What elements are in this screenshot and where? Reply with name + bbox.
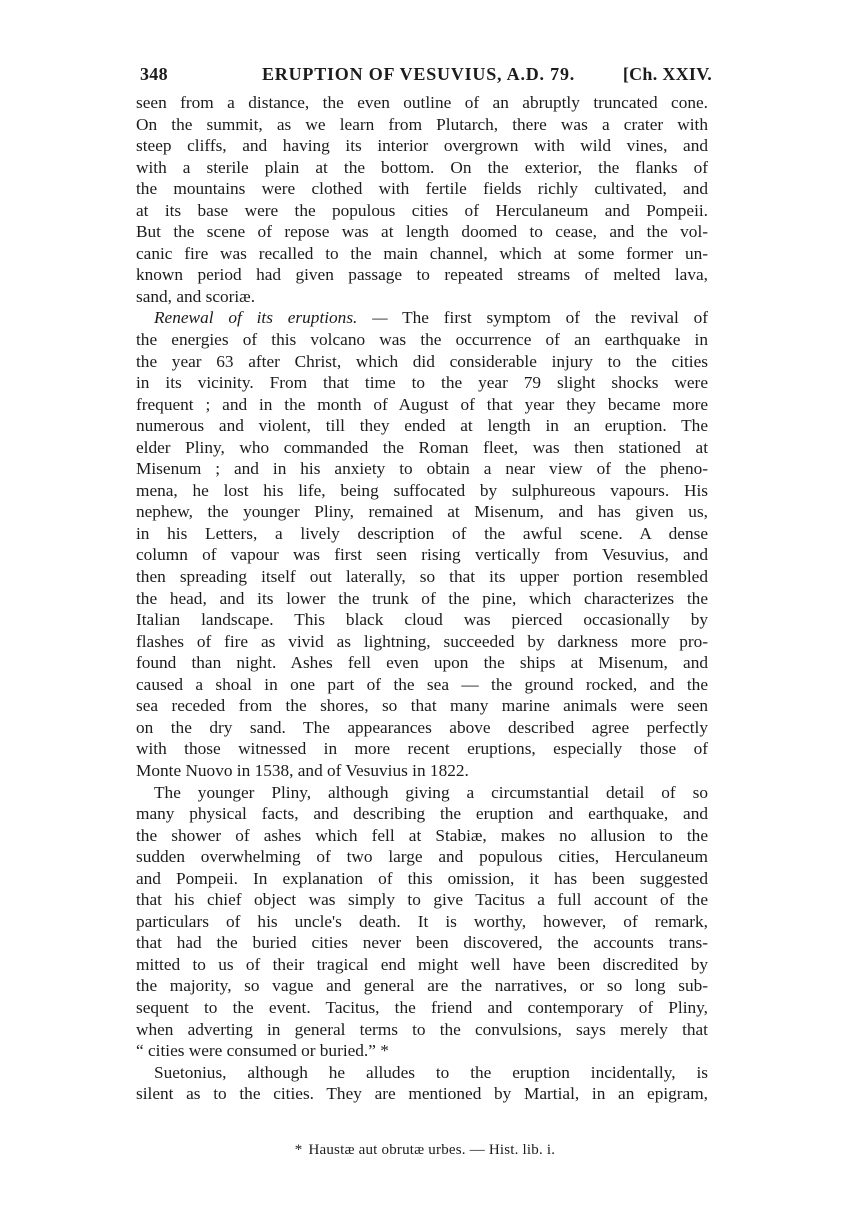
- text-line: Misenum ; and in his anxiety to obtain a near view of the pheno-: [136, 459, 708, 479]
- text-line: the energies of this volcano was the occurrence of an earthquake in: [136, 330, 708, 350]
- text-line: on the dry sand. The appearances above described agree perfectly: [136, 717, 708, 737]
- text-line: canic fire was recalled to the main channel, which at some former un-: [136, 243, 708, 263]
- text-line: sea receded from the shores, so that many marine animals were seen: [136, 696, 708, 716]
- text-line: when adverting in general terms to the convulsions, says merely that: [136, 1019, 708, 1039]
- text-line: in his Letters, a lively description of the awful scene. A dense: [136, 523, 708, 543]
- paragraph: [136, 92, 708, 307]
- text-line: “ cities were consumed or buried.” *: [136, 1041, 389, 1061]
- chapter-reference: [Ch. XXIV.: [622, 64, 712, 84]
- text-line: frequent ; and in the month of August of that year they became more: [136, 394, 708, 414]
- running-head: [140, 64, 712, 90]
- body-text: [136, 92, 708, 1105]
- text-line: that his chief object was simply to give Tacitus a full account of the: [136, 890, 708, 910]
- text-line: with a sterile plain at the bottom. On the exterior, the flanks of: [136, 157, 708, 177]
- text-line: nephew, the younger Pliny, remained at Misenum, and has given us,: [136, 502, 708, 522]
- text-line: the mountains were clothed with fertile fields richly cultivated, and: [136, 179, 708, 199]
- text-line: The younger Pliny, although giving a circumstantial detail of so: [154, 782, 708, 802]
- text-run: The first symptom of the revival of: [387, 308, 708, 328]
- text-line: [136, 307, 708, 329]
- text-line: On the summit, as we learn from Plutarch, there was a crater with: [136, 114, 708, 134]
- text-line: elder Pliny, who commanded the Roman fleet, was then stationed at: [136, 437, 708, 457]
- footnote-marker: *: [294, 1142, 303, 1158]
- text-line: numerous and violent, till they ended at length in an eruption. The: [136, 416, 708, 436]
- running-title: ERUPTION OF VESUVIUS, A.D. 79.: [262, 64, 576, 84]
- text-line: found than night. Ashes fell even upon the ships at Misenum, and: [136, 653, 708, 673]
- footnote-text: Haustæ aut obrutæ urbes. — Hist. lib. i.: [308, 1142, 556, 1158]
- text-line: Italian landscape. This black cloud was pierced occasionally by: [136, 610, 708, 630]
- text-line: particulars of his uncle's death. It is worthy, however, of remark,: [136, 911, 708, 931]
- page-number: 348: [140, 64, 168, 84]
- text-line: Suetonius, although he alludes to the eruption incidentally, is: [154, 1062, 708, 1082]
- text-line: mena, he lost his life, being suffocated by sulphureous vapours. His: [136, 480, 708, 500]
- text-line: silent as to the cities. They are mentioned by Martial, in an epigram,: [136, 1084, 708, 1104]
- footnote: [0, 1142, 850, 1159]
- text-line: known period had given passage to repeated streams of melted lava,: [136, 265, 708, 285]
- text-line: in its vicinity. From that time to the year 79 slight shocks were: [136, 373, 708, 393]
- text-line: But the scene of repose was at length doomed to cease, and the vol-: [136, 222, 708, 242]
- text-line: steep cliffs, and having its interior overgrown with wild vines, and: [136, 136, 708, 156]
- text-line: and Pompeii. In explanation of this omission, it has been suggested: [136, 868, 708, 888]
- paragraph: [136, 307, 708, 781]
- text-line: Monte Nuovo in 1538, and of Vesuvius in 1822.: [136, 760, 469, 780]
- text-line: that had the buried cities never been discovered, the accounts trans-: [136, 933, 708, 953]
- text-line: flashes of fire as vivid as lightning, succeeded by darkness more pro-: [136, 631, 708, 651]
- text-line: with those witnessed in more recent eruptions, especially those of: [136, 739, 708, 759]
- paragraph: [136, 1062, 708, 1105]
- text-line: sudden overwhelming of two large and populous cities, Herculaneum: [136, 847, 708, 867]
- text-line: then spreading itself out laterally, so that its upper portion resembled: [136, 567, 708, 587]
- text-line: the majority, so vague and general are the narratives, or so long sub-: [136, 976, 708, 996]
- run-in-heading: Renewal of its eruptions. —: [154, 308, 388, 328]
- text-line: the head, and its lower the trunk of the pine, which characterizes the: [136, 588, 708, 608]
- text-line: column of vapour was first seen rising vertically from Vesuvius, and: [136, 545, 708, 565]
- text-line: sand, and scoriæ.: [136, 286, 256, 306]
- paragraph: [136, 782, 708, 1062]
- text-line: at its base were the populous cities of Herculaneum and Pompeii.: [136, 200, 708, 220]
- text-line: many physical facts, and describing the eruption and earthquake, and: [136, 804, 708, 824]
- text-line: caused a shoal in one part of the sea — the ground rocked, and the: [136, 674, 708, 694]
- text-line: sequent to the event. Tacitus, the friend and contemporary of Pliny,: [136, 997, 708, 1017]
- text-line: mitted to us of their tragical end might well have been discredited by: [136, 954, 708, 974]
- text-line: the shower of ashes which fell at Stabiæ, makes no allusion to the: [136, 825, 708, 845]
- text-line: seen from a distance, the even outline of an abruptly truncated cone.: [136, 93, 708, 112]
- text-line: the year 63 after Christ, which did considerable injury to the cities: [136, 351, 708, 371]
